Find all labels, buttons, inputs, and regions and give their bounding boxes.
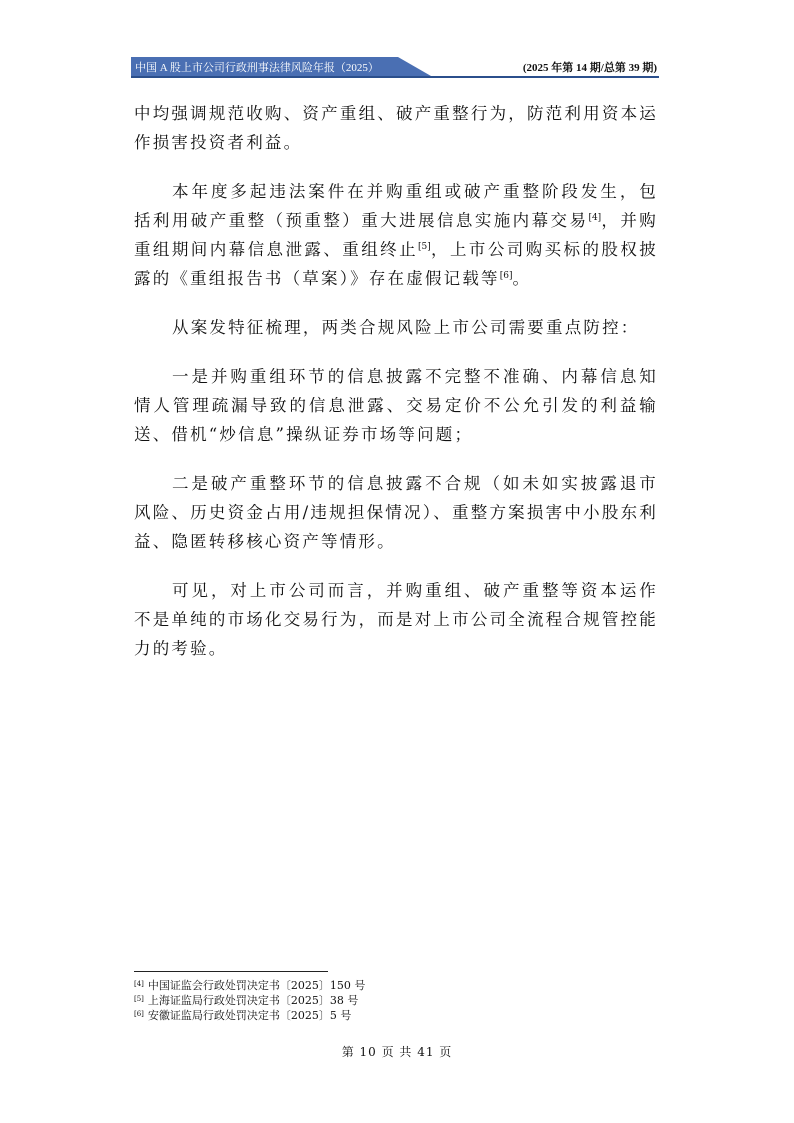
body-text <box>134 99 658 683</box>
paragraph: 可见，对上市公司而言，并购重组、破产重整等资本运作不是单纯的市场化交易行为，而是对上市公司全流程合规管控能力的考验。 <box>134 581 658 658</box>
footnotes <box>134 978 365 1023</box>
footnote-divider <box>134 971 328 972</box>
paragraph: 一是并购重组环节的信息披露不完整不准确、内幕信息知情人管理疏漏导致的信息泄露、交易定价不公允引发的利益输送、借机“炒信息”操纵证券市场等问题； <box>134 367 658 444</box>
footnote <box>134 1008 365 1023</box>
footnote-ref[interactable]: [4] <box>588 213 602 223</box>
header-divider <box>131 76 659 78</box>
page-number: 第 10 页 共 41 页 <box>341 1045 453 1059</box>
paragraph-text: 。 <box>512 269 532 288</box>
paragraph: 从案发特征梳理，两类合规风险上市公司需要重点防控： <box>172 318 640 337</box>
paragraph-text: 本年度多起违法案件在并购重组或破产重整阶段发生，包括利用破产重整（预重整）重大进展信息实施内幕交易 <box>134 182 658 230</box>
footnote-ref[interactable]: [6] <box>499 271 513 281</box>
footnote-text: 中国证监会行政处罚决定书〔2025〕150 号 <box>147 979 366 992</box>
footnote <box>134 993 365 1008</box>
paragraph: 二是破产重整环节的信息披露不合规（如未如实披露退市风险、历史资金占用/违规担保情况）、重整方案损害中小股东利益、隐匿转移核心资产等情形。 <box>134 474 658 551</box>
paragraph-text: ，上市公司购买标的股权披露的《重组报告书（草案）》存在虚假记载等 <box>134 240 659 288</box>
footnote-marker: [6] <box>134 1010 144 1018</box>
footnote-text: 上海证监局行政处罚决定书〔2025〕38 号 <box>147 994 359 1007</box>
footnote-marker: [5] <box>134 995 144 1003</box>
paragraph <box>134 177 658 293</box>
issue-number: (2025 年第 14 期/总第 39 期) <box>522 62 657 74</box>
footnote-text: 安徽证监局行政处罚决定书〔2025〕5 号 <box>147 1009 352 1022</box>
footnote-marker: [4] <box>134 980 144 988</box>
page-header <box>131 57 659 76</box>
paragraph: 中均强调规范收购、资产重组、破产重整行为，防范利用资本运作损害投资者利益。 <box>134 104 658 152</box>
footnote-ref[interactable]: [5] <box>418 242 431 252</box>
footnote <box>134 978 365 993</box>
paragraph-text: ，并购重组期间内幕信息泄露、重组终止 <box>134 211 658 259</box>
report-title: 中国 A 股上市公司行政刑事法律风险年报（2025） <box>135 62 379 74</box>
